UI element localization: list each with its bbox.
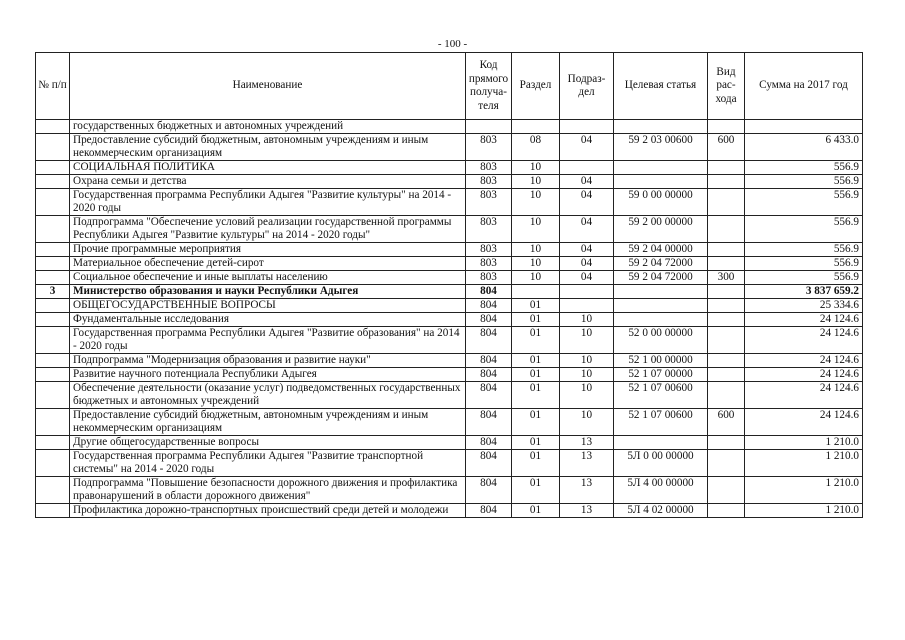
row-number: [36, 120, 70, 134]
row-name: Государственная программа Республики Адыгея "Развитие культуры" на 2014 - 2020 годы: [70, 189, 466, 216]
table-row: [36, 189, 863, 216]
recipient-code: 803: [466, 175, 512, 189]
table-header-row: [36, 53, 863, 120]
target-article: 52 1 07 00600: [614, 382, 708, 409]
table-body: [36, 120, 863, 518]
target-article: [614, 161, 708, 175]
expense-kind: [708, 450, 745, 477]
page-number: - 100 -: [437, 38, 468, 50]
table-row: [36, 382, 863, 409]
amount-2017: 556.9: [745, 257, 863, 271]
section-code: 10: [512, 175, 560, 189]
header-name: Наименование: [70, 53, 466, 120]
subsection-code: 10: [560, 327, 614, 354]
target-article: [614, 436, 708, 450]
expense-kind: [708, 189, 745, 216]
subsection-code: 10: [560, 382, 614, 409]
row-name: Социальное обеспечение и иные выплаты населению: [70, 271, 466, 285]
expense-kind: [708, 368, 745, 382]
table-row: [36, 175, 863, 189]
table-row: [36, 285, 863, 299]
header-subsection: Подраз-дел: [560, 53, 614, 120]
target-article: 59 2 04 72000: [614, 271, 708, 285]
row-number: [36, 382, 70, 409]
row-number: [36, 436, 70, 450]
amount-2017: 24 124.6: [745, 382, 863, 409]
table-row: [36, 327, 863, 354]
target-article: [614, 120, 708, 134]
table-row: [36, 216, 863, 243]
row-name: ОБЩЕГОСУДАРСТВЕННЫЕ ВОПРОСЫ: [70, 299, 466, 313]
target-article: 59 2 04 72000: [614, 257, 708, 271]
row-name: Государственная программа Республики Адыгея "Развитие образования" на 2014 - 2020 годы: [70, 327, 466, 354]
row-name: Подпрограмма "Модернизация образования и развитие науки": [70, 354, 466, 368]
header-target: Целевая статья: [614, 53, 708, 120]
header-kind: Вид рас-хода: [708, 53, 745, 120]
row-number: [36, 409, 70, 436]
recipient-code: 803: [466, 271, 512, 285]
expense-kind: [708, 313, 745, 327]
recipient-code: 803: [466, 257, 512, 271]
expense-kind: [708, 216, 745, 243]
recipient-code: 804: [466, 477, 512, 504]
recipient-code: 804: [466, 436, 512, 450]
amount-2017: 556.9: [745, 216, 863, 243]
row-name: Материальное обеспечение детей-сирот: [70, 257, 466, 271]
row-name: Государственная программа Республики Адыгея "Развитие транспортной системы" на 2014 - 2020 годы: [70, 450, 466, 477]
section-code: [512, 120, 560, 134]
section-code: 01: [512, 354, 560, 368]
recipient-code: 803: [466, 189, 512, 216]
expense-kind: [708, 382, 745, 409]
recipient-code: 803: [466, 134, 512, 161]
row-name: Другие общегосударственные вопросы: [70, 436, 466, 450]
target-article: 59 2 04 00000: [614, 243, 708, 257]
section-code: 01: [512, 327, 560, 354]
row-number: [36, 477, 70, 504]
table-row: [36, 368, 863, 382]
section-code: 10: [512, 271, 560, 285]
subsection-code: 13: [560, 504, 614, 518]
amount-2017: 1 210.0: [745, 450, 863, 477]
subsection-code: [560, 285, 614, 299]
row-name: Развитие научного потенциала Республики Адыгея: [70, 368, 466, 382]
amount-2017: 556.9: [745, 271, 863, 285]
budget-table: [35, 52, 863, 518]
row-number: [36, 271, 70, 285]
row-name: СОЦИАЛЬНАЯ ПОЛИТИКА: [70, 161, 466, 175]
section-code: 01: [512, 409, 560, 436]
row-name: Обеспечение деятельности (оказание услуг) подведомственных государственных бюджетных и автономных учреждений: [70, 382, 466, 409]
section-code: 01: [512, 477, 560, 504]
section-code: [512, 285, 560, 299]
target-article: 52 1 07 00600: [614, 409, 708, 436]
expense-kind: [708, 354, 745, 368]
row-number: [36, 313, 70, 327]
expense-kind: 600: [708, 409, 745, 436]
row-name: Прочие программные мероприятия: [70, 243, 466, 257]
amount-2017: 6 433.0: [745, 134, 863, 161]
row-number: [36, 504, 70, 518]
recipient-code: 803: [466, 216, 512, 243]
expense-kind: [708, 243, 745, 257]
amount-2017: 556.9: [745, 175, 863, 189]
target-article: 59 2 03 00600: [614, 134, 708, 161]
recipient-code: 804: [466, 327, 512, 354]
subsection-code: 04: [560, 257, 614, 271]
row-name: государственных бюджетных и автономных учреждений: [70, 120, 466, 134]
subsection-code: 10: [560, 409, 614, 436]
section-code: 01: [512, 504, 560, 518]
expense-kind: [708, 161, 745, 175]
amount-2017: 25 334.6: [745, 299, 863, 313]
subsection-code: [560, 299, 614, 313]
section-code: 10: [512, 189, 560, 216]
expense-kind: [708, 477, 745, 504]
row-name: Подпрограмма "Повышение безопасности дорожного движения и профилактика правонарушений в области дорожного движения": [70, 477, 466, 504]
table-row: [36, 504, 863, 518]
recipient-code: 803: [466, 161, 512, 175]
expense-kind: [708, 436, 745, 450]
section-code: 10: [512, 161, 560, 175]
row-name: Фундаментальные исследования: [70, 313, 466, 327]
table-row: [36, 354, 863, 368]
row-name: Профилактика дорожно-транспортных происшествий среди детей и молодежи: [70, 504, 466, 518]
target-article: 5Л 4 02 00000: [614, 504, 708, 518]
table-row: [36, 477, 863, 504]
target-article: 52 1 07 00000: [614, 368, 708, 382]
expense-kind: [708, 504, 745, 518]
table-row: [36, 313, 863, 327]
recipient-code: 804: [466, 313, 512, 327]
expense-kind: [708, 285, 745, 299]
section-code: 01: [512, 436, 560, 450]
table-row: [36, 257, 863, 271]
row-name: Охрана семьи и детства: [70, 175, 466, 189]
row-number: [36, 354, 70, 368]
header-section: Раздел: [512, 53, 560, 120]
row-name: Подпрограмма "Обеспечение условий реализации государственной программы Республики Адыгея "Развитие культуры" на 2014 - 2020 годы": [70, 216, 466, 243]
row-number: [36, 189, 70, 216]
target-article: [614, 285, 708, 299]
target-article: 52 0 00 00000: [614, 327, 708, 354]
amount-2017: 556.9: [745, 243, 863, 257]
subsection-code: 10: [560, 313, 614, 327]
expense-kind: [708, 257, 745, 271]
table-row: [36, 243, 863, 257]
amount-2017: 556.9: [745, 161, 863, 175]
recipient-code: 804: [466, 504, 512, 518]
section-code: 10: [512, 216, 560, 243]
target-article: 59 2 00 00000: [614, 216, 708, 243]
target-article: 5Л 4 00 00000: [614, 477, 708, 504]
recipient-code: 804: [466, 409, 512, 436]
header-sum: Сумма на 2017 год: [745, 53, 863, 120]
amount-2017: 24 124.6: [745, 327, 863, 354]
section-code: 01: [512, 299, 560, 313]
expense-kind: 600: [708, 134, 745, 161]
amount-2017: 24 124.6: [745, 354, 863, 368]
subsection-code: 04: [560, 216, 614, 243]
subsection-code: 10: [560, 368, 614, 382]
section-code: 01: [512, 382, 560, 409]
section-code: 01: [512, 313, 560, 327]
amount-2017: 1 210.0: [745, 504, 863, 518]
row-number: [36, 243, 70, 257]
expense-kind: [708, 327, 745, 354]
recipient-code: 804: [466, 450, 512, 477]
row-number: [36, 327, 70, 354]
recipient-code: 803: [466, 243, 512, 257]
recipient-code: 804: [466, 285, 512, 299]
amount-2017: 3 837 659.2: [745, 285, 863, 299]
table-row: [36, 161, 863, 175]
table-row: [36, 134, 863, 161]
target-article: 5Л 0 00 00000: [614, 450, 708, 477]
expense-kind: [708, 299, 745, 313]
section-code: 10: [512, 243, 560, 257]
expense-kind: [708, 120, 745, 134]
table-row: [36, 299, 863, 313]
section-code: 08: [512, 134, 560, 161]
subsection-code: 04: [560, 189, 614, 216]
subsection-code: 13: [560, 450, 614, 477]
table-row: [36, 271, 863, 285]
header-no: № п/п: [36, 53, 70, 120]
row-name: Министерство образования и науки Республики Адыгея: [70, 285, 466, 299]
recipient-code: 804: [466, 354, 512, 368]
recipient-code: 804: [466, 299, 512, 313]
target-article: [614, 175, 708, 189]
table-row: [36, 409, 863, 436]
amount-2017: 24 124.6: [745, 368, 863, 382]
row-name: Предоставление субсидий бюджетным, автономным учреждениям и иным некоммерческим организациям: [70, 134, 466, 161]
amount-2017: 1 210.0: [745, 477, 863, 504]
amount-2017: 556.9: [745, 189, 863, 216]
section-code: 01: [512, 450, 560, 477]
table-row: [36, 120, 863, 134]
row-number: [36, 257, 70, 271]
row-number: 3: [36, 285, 70, 299]
amount-2017: 1 210.0: [745, 436, 863, 450]
subsection-code: 10: [560, 354, 614, 368]
section-code: 01: [512, 368, 560, 382]
amount-2017: 24 124.6: [745, 313, 863, 327]
subsection-code: 13: [560, 436, 614, 450]
table-row: [36, 436, 863, 450]
row-number: [36, 368, 70, 382]
expense-kind: [708, 175, 745, 189]
row-number: [36, 299, 70, 313]
row-name: Предоставление субсидий бюджетным, автономным учреждениям и иным некоммерческим организациям: [70, 409, 466, 436]
row-number: [36, 216, 70, 243]
recipient-code: 804: [466, 368, 512, 382]
target-article: [614, 313, 708, 327]
expense-kind: 300: [708, 271, 745, 285]
subsection-code: 04: [560, 243, 614, 257]
row-number: [36, 175, 70, 189]
target-article: [614, 299, 708, 313]
subsection-code: 04: [560, 271, 614, 285]
subsection-code: [560, 161, 614, 175]
amount-2017: [745, 120, 863, 134]
row-number: [36, 450, 70, 477]
row-number: [36, 134, 70, 161]
target-article: 59 0 00 00000: [614, 189, 708, 216]
recipient-code: [466, 120, 512, 134]
row-number: [36, 161, 70, 175]
header-code: Код прямого получа-теля: [466, 53, 512, 120]
subsection-code: 13: [560, 477, 614, 504]
section-code: 10: [512, 257, 560, 271]
amount-2017: 24 124.6: [745, 409, 863, 436]
subsection-code: 04: [560, 175, 614, 189]
target-article: 52 1 00 00000: [614, 354, 708, 368]
subsection-code: [560, 120, 614, 134]
recipient-code: 804: [466, 382, 512, 409]
table-row: [36, 450, 863, 477]
subsection-code: 04: [560, 134, 614, 161]
